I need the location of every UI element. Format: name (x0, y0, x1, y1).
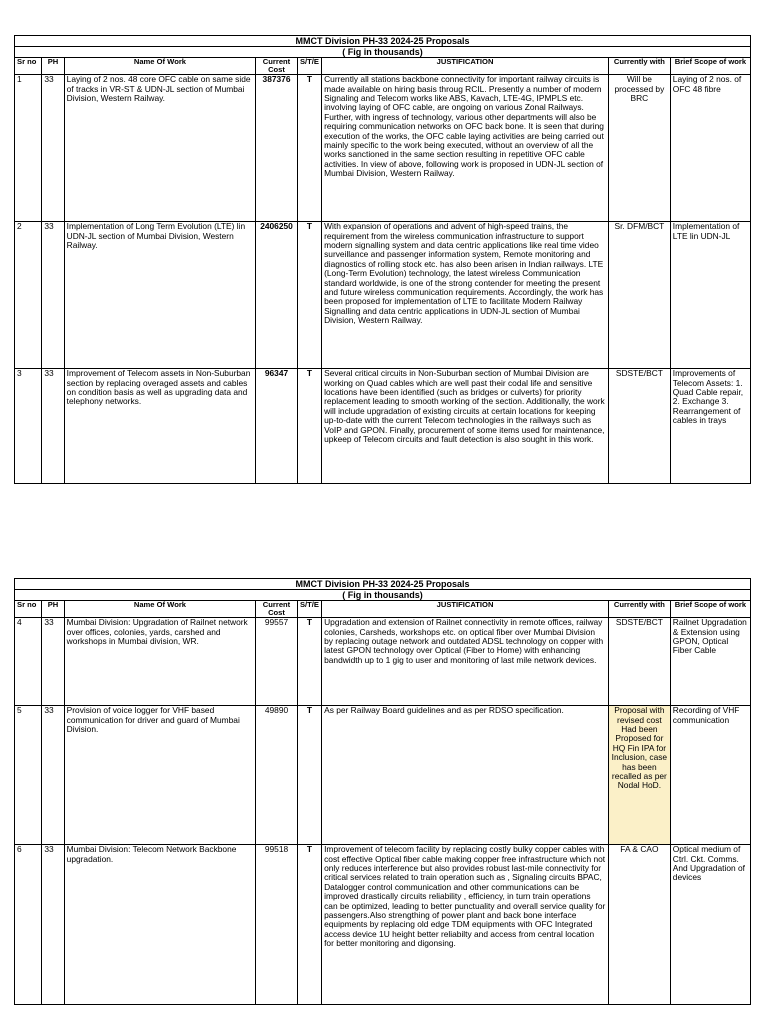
table-row (15, 222, 751, 369)
name-of-work: Mumbai Division: Telecom Network Backbone upgradation. (64, 845, 256, 1005)
header-ste: S/T/E (297, 601, 321, 618)
header-sr-no: Sr no (15, 58, 42, 75)
sr-no: 2 (15, 222, 42, 369)
header-sr-no: Sr no (15, 601, 42, 618)
currently-with: SDSTE/BCT (608, 369, 670, 484)
header-brief-scope: Brief Scope of work (670, 601, 750, 618)
ste: T (297, 369, 321, 484)
table-subtitle: ( Fig in thousands) (15, 47, 751, 58)
ph: 33 (42, 75, 64, 222)
justification: Several critical circuits in Non-Suburban section of Mumbai Division are working on Quad cables which are well past their codal life and sensitive locations have been identified (such as bridges or culverts) for priority replacement leading to smooth working of the section. Additionally, the work will include upgradation of existing circuits at certain locations for keeping up-to-date with the current Telecom technologies in the railways such as VoIP and GPON. Finally, procurement of some items used for maintenance, upkeep of Telecom circuits and fault detection is also sought in this work. (322, 369, 609, 484)
current-cost: 99557 (256, 618, 298, 706)
justification: With expansion of operations and advent of high-speed trains, the requirement from the wireless communication infrastructure to support modern signalling system and data centric applications like real time video surveillance and passenger information system, Remote monitoring and diagnostics of rolling stock etc. has also been arisen in Indian railways. LTE (Long-Term Evolution) technology, the latest wireless Communication standard worldwide, is one of the strong contender for meeting the present and future wireless communication requirements. Accordingly, the work has been proposed for implementation of LTE to facilitate Modern Railway Signalling and data centric applications in UDN-JL section of Mumbai Division, Western Railway. (322, 222, 609, 369)
current-cost: 2406250 (256, 222, 298, 369)
sr-no: 6 (15, 845, 42, 1005)
currently-with: Proposal with revised cost Had been Proposed for HQ Fin IPA for Inclusion, case has been recalled as per Nodal HoD. (608, 706, 670, 845)
header-name-of-work: Name Of Work (64, 58, 256, 75)
table-row (15, 706, 751, 845)
header-ste: S/T/E (297, 58, 321, 75)
ph: 33 (42, 369, 64, 484)
sr-no: 1 (15, 75, 42, 222)
current-cost: 387376 (256, 75, 298, 222)
ste: T (297, 845, 321, 1005)
currently-with: SDSTE/BCT (608, 618, 670, 706)
table-row (15, 618, 751, 706)
currently-with: Sr. DFM/BCT (608, 222, 670, 369)
header-brief-scope: Brief Scope of work (670, 58, 750, 75)
table-subtitle: ( Fig in thousands) (15, 590, 751, 601)
header-current-cost: Current Cost (256, 601, 298, 618)
header-ph: PH (42, 601, 64, 618)
name-of-work: Improvement of Telecom assets in Non-Suburban section by replacing overaged assets and cables on condition basis as well as upgrading data and telephony networks. (64, 369, 256, 484)
currently-with: FA & CAO (608, 845, 670, 1005)
header-justification: JUSTIFICATION (322, 601, 609, 618)
sr-no: 3 (15, 369, 42, 484)
name-of-work: Laying of 2 nos. 48 core OFC cable on same side of tracks in VR-ST & UDN-JL section of Mumbai Division, Western Railway. (64, 75, 256, 222)
table-subtitle-row (15, 590, 751, 601)
ste: T (297, 75, 321, 222)
justification: Improvement of telecom facility by replacing costly bulky copper cables with cost effective Optical fiber cable making copper free infrastructure which not only reduces interference but also provides robust last-mile connectivity for critical services related to train operation such as , Signaling circuits BPAC, Datalogger control communication and other communications can be improved drastically circuits reliability , efficiency, in turn train operations can be optimized, leading to better punctuality and overall service quality for passengers.Also strengthing of power plant and back bone interface equipments by replacing old edge TDM equipments with OFC Integrated access device 1U height better reliabilty and access from central location for better monitoring and digonsing. (322, 845, 609, 1005)
ste: T (297, 618, 321, 706)
current-cost: 99518 (256, 845, 298, 1005)
justification: Upgradation and extension of Railnet connectivity in remote offices, railway colonies, Carsheds, workshops etc. on optical fiber over Mumbai Division by replacing outage network and outdated ADSL technology on copper with latest GPON technology over Optical (Fiber to Home) with enhancing bandwidth up to 1 gig to user and monitoring of last mile network devices. (322, 618, 609, 706)
brief-scope: Railnet Upgradation & Extension using GPON, Optical Fiber Cable (670, 618, 750, 706)
column-header-row (15, 58, 751, 75)
header-name-of-work: Name Of Work (64, 601, 256, 618)
currently-with: Will be processed by BRC (608, 75, 670, 222)
brief-scope: Laying of 2 nos. of OFC 48 fibre (670, 75, 750, 222)
header-currently-with: Currently with (608, 58, 670, 75)
table-title-row (15, 36, 751, 47)
sr-no: 5 (15, 706, 42, 845)
header-currently-with: Currently with (608, 601, 670, 618)
name-of-work: Mumbai Division: Upgradation of Railnet network over offices, colonies, yards, carshed and workshops in Mumbai division, WR. (64, 618, 256, 706)
brief-scope: Optical medium of Ctrl. Ckt. Comms. And Upgradation of devices (670, 845, 750, 1005)
brief-scope: Recording of VHF communication (670, 706, 750, 845)
header-justification: JUSTIFICATION (322, 58, 609, 75)
ph: 33 (42, 618, 64, 706)
brief-scope: Improvements of Telecom Assets: 1. Quad Cable repair, 2. Exchange 3. Rearrangement of cables in trays (670, 369, 750, 484)
header-current-cost: Current Cost (256, 58, 298, 75)
header-ph: PH (42, 58, 64, 75)
justification: Currently all stations backbone connectivity for important railway circuits is made available on hiring basis throug RCIL. Presently a number of modern Signaling and Telecom works like ABS, Kavach, LTE-4G, IPMPLS etc. involving laying of OFC cable, are ongoing on various Zonal Railways. Further, with ingress of technology, various other departments will also be requiring communication networks on OFC back bone. It is seen that during execution of the works, the OFC cable laying activities are being carried out mainly specific to the work being executed, without an overview of all the works sanctioned in the same section resulting in repetitive OFC cable activities. In view of above, following work is proposed in UDN-JL section of Mumbai Division, Western Railway. (322, 75, 609, 222)
ph: 33 (42, 706, 64, 845)
proposals-table-1 (14, 35, 751, 484)
table-row (15, 845, 751, 1005)
table-title-row (15, 579, 751, 590)
ph: 33 (42, 222, 64, 369)
column-header-row (15, 601, 751, 618)
sr-no: 4 (15, 618, 42, 706)
table-subtitle-row (15, 47, 751, 58)
current-cost: 96347 (256, 369, 298, 484)
name-of-work: Provision of voice logger for VHF based communication for driver and guard of Mumbai Division. (64, 706, 256, 845)
table-row (15, 75, 751, 222)
ste: T (297, 706, 321, 845)
ph: 33 (42, 845, 64, 1005)
ste: T (297, 222, 321, 369)
table-title: MMCT Division PH-33 2024-25 Proposals (15, 579, 751, 590)
table-row (15, 369, 751, 484)
justification: As per Railway Board guidelines and as per RDSO specification. (322, 706, 609, 845)
brief-scope: Implementation of LTE lin UDN-JL (670, 222, 750, 369)
proposals-table-2 (14, 578, 751, 1005)
table-title: MMCT Division PH-33 2024-25 Proposals (15, 36, 751, 47)
name-of-work: Implementation of Long Term Evolution (LTE) lin UDN-JL section of Mumbai Division, Western Railway. (64, 222, 256, 369)
current-cost: 49890 (256, 706, 298, 845)
